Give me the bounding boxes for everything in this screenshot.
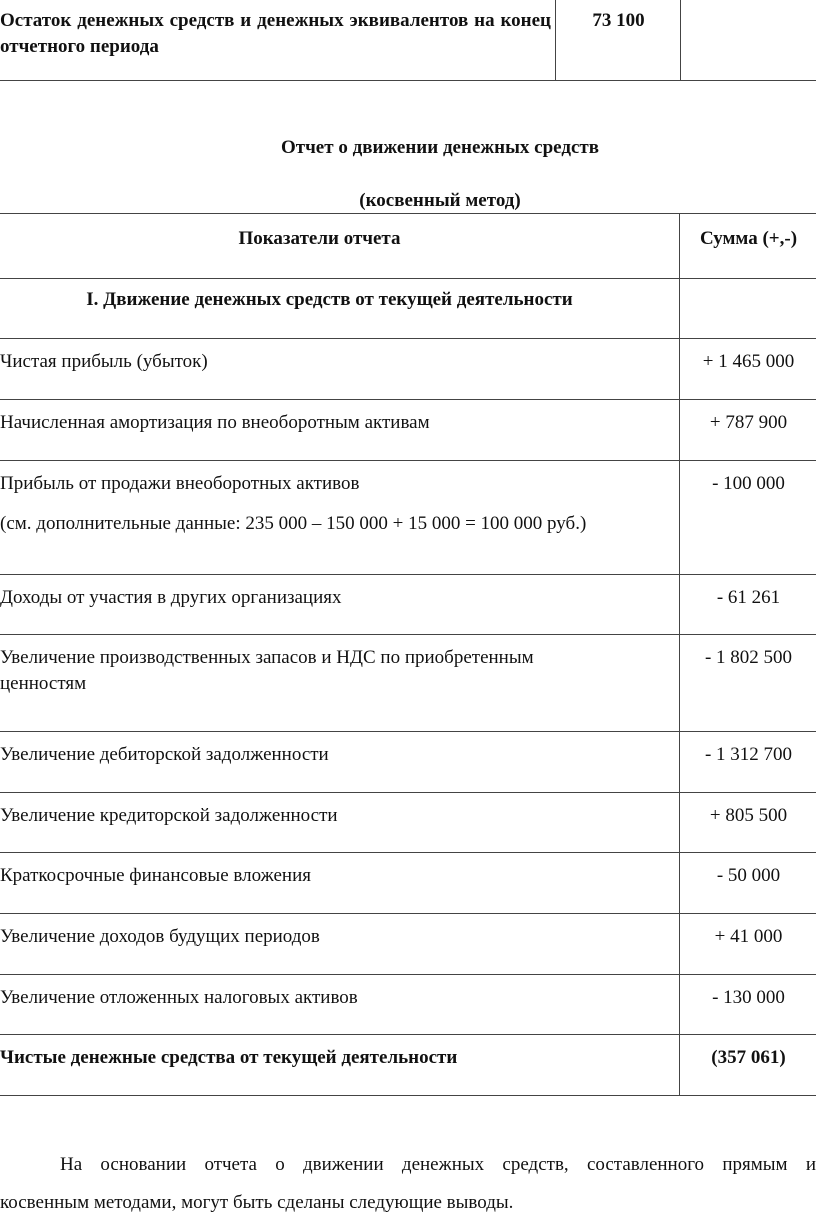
conclusion-line-2: косвенным методами, могут быть сделаны следующие выводы. [0,1192,514,1213]
row-label: Чистая прибыль (убыток) [0,339,680,399]
report-title: Отчет о движении денежных средств [280,137,600,158]
table-header-row [0,214,816,279]
row-value: + 805 500 [709,805,788,826]
total-row [0,1035,816,1096]
row-value: - 1 312 700 [704,744,793,765]
closing-balance-table [0,0,816,81]
row-label: Увеличение доходов будущих периодов [0,914,680,974]
row-label-main: Прибыль от продажи внеоборотных активов [0,473,360,494]
table-row [0,914,816,975]
header-amount: Сумма (+,-) [699,228,798,249]
row-label: Доходы от участия в других организациях [0,575,680,634]
table-row [0,853,816,914]
table-row [0,975,816,1035]
row-value: - 61 261 [716,587,781,608]
row-value: - 1 802 500 [704,647,793,668]
row-label: Увеличение отложенных налоговых активов [0,975,680,1034]
total-label: Чистые денежные средства от текущей деятельности [0,1035,680,1095]
table-row [0,635,816,732]
row-label: Увеличение кредиторской задолженности [0,793,680,852]
row-value: + 1 465 000 [702,351,795,372]
row-value: - 130 000 [712,987,785,1008]
row-value: + 41 000 [714,926,783,947]
table-row [0,793,816,853]
table-row [0,339,816,400]
total-value: (357 061) [711,1047,786,1068]
row-value: + 787 900 [709,412,788,433]
table-row [0,575,816,635]
table-row [0,461,816,575]
row-value: - 50 000 [716,865,781,886]
row-label: Увеличение производственных запасов и НДС по приобретенным ценностям [0,635,680,731]
row-label: Начисленная амортизация по внеоборотным активам [0,400,680,460]
row-label [0,461,680,574]
table-row [0,400,816,461]
conclusion-line-1: На основании отчета о движении денежных средств, составленного прямым и [60,1154,816,1175]
cash-flow-table [0,213,816,1096]
closing-balance-value: 73 100 [557,0,681,80]
report-subtitle: (косвенный метод) [359,190,521,211]
row-value: - 100 000 [712,473,785,494]
row-label-note: (см. дополнительные данные: 235 000 – 150 000 + 15 000 = 100 000 руб.) [0,513,587,534]
section-title: I. Движение денежных средств от текущей деятельности [0,279,680,338]
section-row [0,279,816,339]
table-row [0,732,816,793]
row-label: Краткосрочные финансовые вложения [0,853,680,913]
row-label: Увеличение дебиторской задолженности [0,732,680,792]
closing-balance-label: Остаток денежных средств и денежных эквивалентов на конец отчетного периода [0,0,556,80]
conclusion-paragraph [0,1146,816,1222]
header-indicators: Показатели отчета [0,214,680,278]
